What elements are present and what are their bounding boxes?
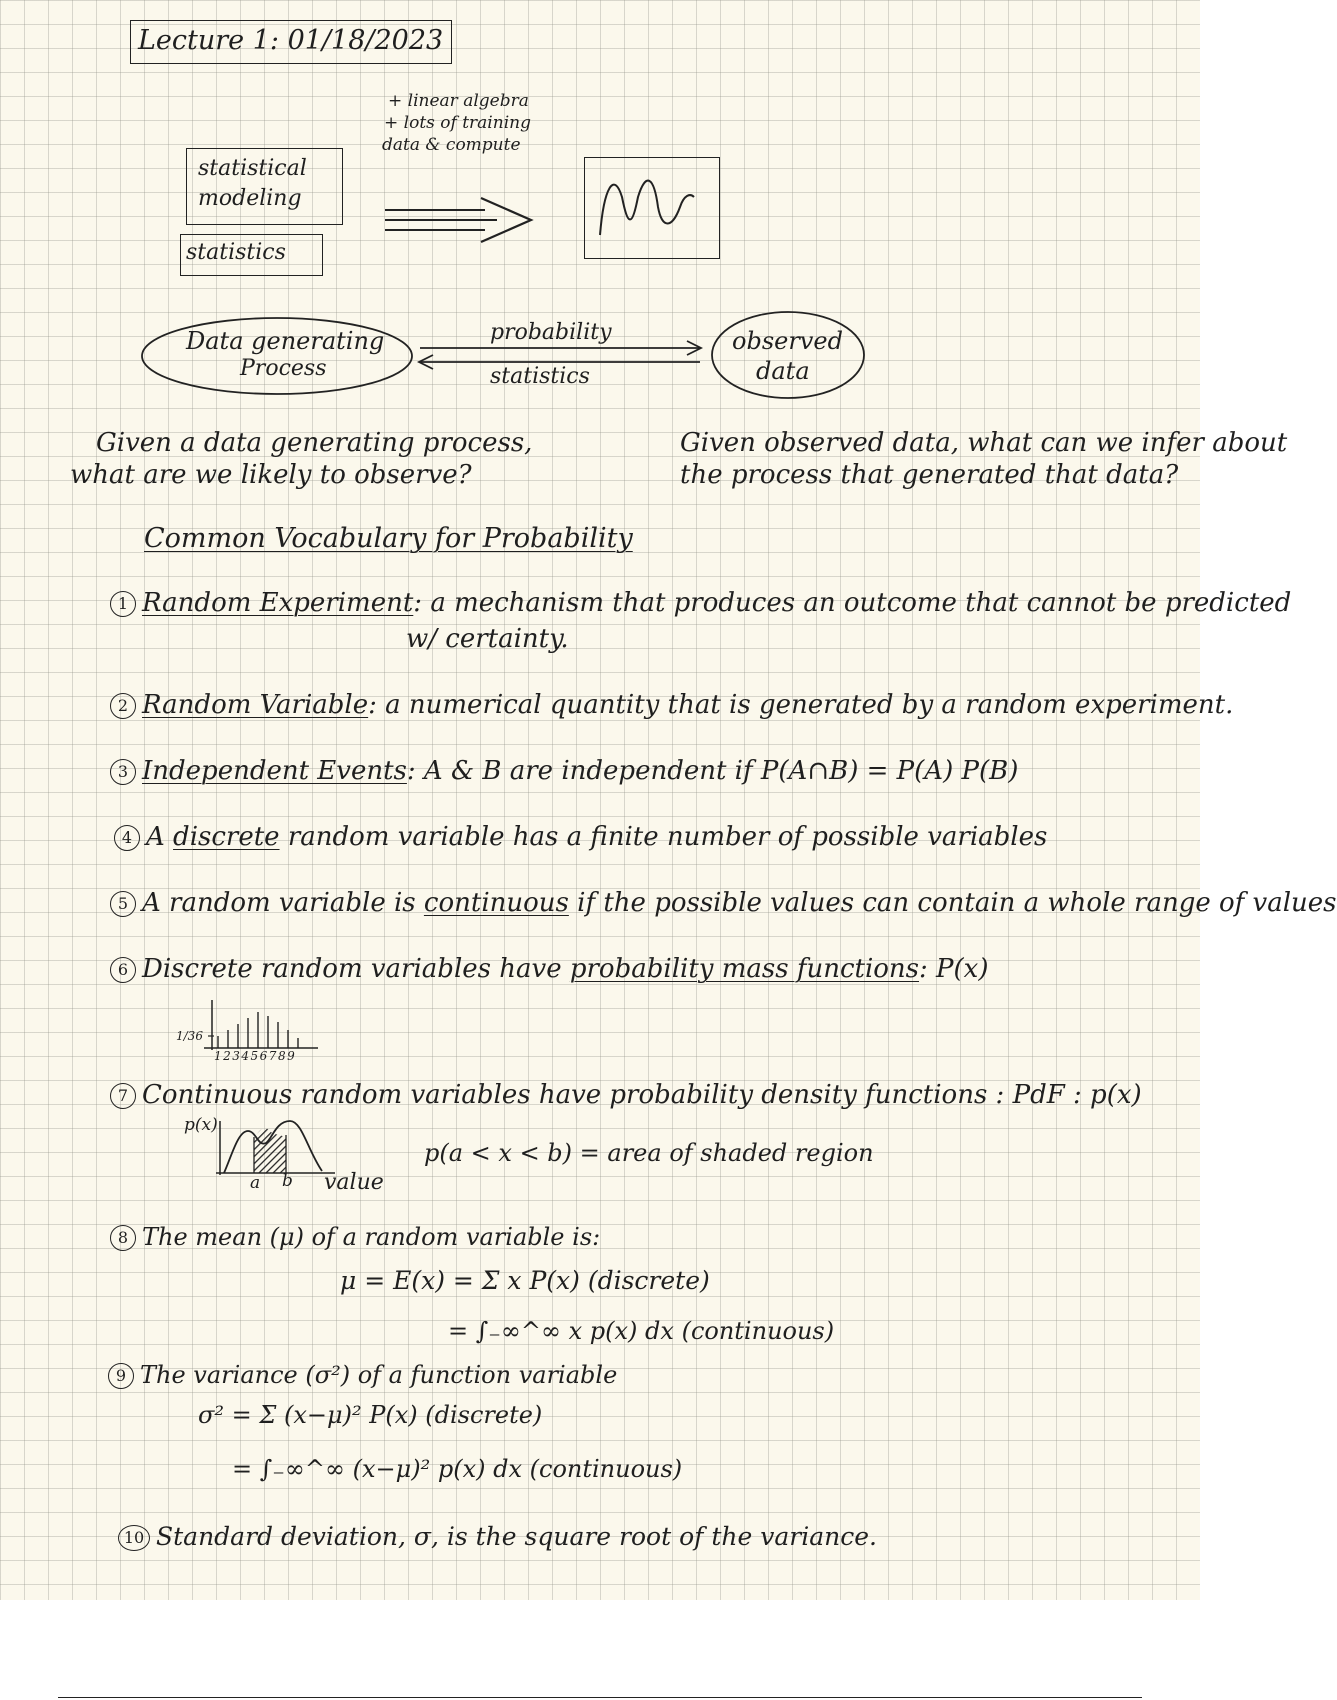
item-number: 4 bbox=[114, 825, 140, 851]
note-line-1: + linear algebra bbox=[388, 91, 529, 111]
item-text: : a mechanism that produces an outcome that cannot be predicted bbox=[413, 588, 1292, 618]
item-text: Standard deviation, σ, is the square root of the variance. bbox=[156, 1522, 877, 1551]
item-text: The variance (σ²) of a function variable bbox=[140, 1361, 618, 1389]
mean-equation-continuous: = ∫₋∞^∞ x p(x) dx (continuous) bbox=[448, 1317, 835, 1345]
pmf-y-tick: 1/36 bbox=[176, 1029, 203, 1043]
question-right-line-1: Given observed data, what can we infer about bbox=[680, 428, 1288, 458]
item-number: 8 bbox=[110, 1225, 136, 1251]
page-bottom-rule bbox=[58, 1697, 1142, 1698]
statistical-modeling-line-1: statistical bbox=[198, 156, 307, 181]
variance-equation-discrete: σ² = Σ (x−μ)² P(x) (discrete) bbox=[198, 1401, 543, 1429]
vocab-heading: Common Vocabulary for Probability bbox=[144, 523, 633, 554]
item-number: 6 bbox=[110, 957, 136, 983]
lecture-title: Lecture 1: 01/18/2023 bbox=[138, 25, 444, 56]
vocab-item-7 bbox=[110, 1080, 1142, 1110]
question-left-line-1: Given a data generating process, bbox=[96, 428, 533, 458]
pdf-a-label: a bbox=[250, 1173, 261, 1193]
pdf-area-note: p(a < x < b) = area of shaded region bbox=[424, 1139, 874, 1167]
item-text: The mean (μ) of a random variable is: bbox=[142, 1223, 601, 1251]
pdf-x-label: value bbox=[324, 1170, 384, 1195]
term-random-experiment: Random Experiment bbox=[142, 588, 414, 618]
item-number: 1 bbox=[110, 591, 136, 617]
note-line-2: + lots of training bbox=[384, 113, 531, 133]
vocab-item-4: 4 A discrete random variable has a finite number of possible variables bbox=[114, 822, 1047, 852]
vocab-item-1-cont: w/ certainty. bbox=[406, 624, 569, 654]
vocab-item-2 bbox=[110, 690, 1233, 720]
statistics-arrow-label: statistics bbox=[490, 364, 590, 389]
implies-arrow bbox=[385, 190, 535, 250]
mean-equation-discrete: μ = E(x) = Σ x P(x) (discrete) bbox=[340, 1266, 710, 1295]
term-continuous: continuous bbox=[423, 888, 569, 918]
vocab-item-10 bbox=[118, 1522, 877, 1552]
process-oval-line-1: Data generating bbox=[186, 327, 385, 355]
pdf-y-label: p(x) bbox=[184, 1115, 218, 1135]
item-number: 9 bbox=[108, 1363, 134, 1389]
item-text: : P(x) bbox=[919, 954, 989, 984]
item-number: 7 bbox=[110, 1083, 136, 1109]
term-independent-events: Independent Events bbox=[142, 756, 407, 786]
statistical-modeling-line-2: modeling bbox=[198, 186, 302, 211]
item-number: 3 bbox=[110, 759, 136, 785]
pdf-sketch bbox=[210, 1115, 340, 1195]
item-text: random variable has a finite number of possible variables bbox=[279, 822, 1048, 852]
term-probability-mass-functions: probability mass functions bbox=[569, 954, 920, 984]
question-right-line-2: the process that generated that data? bbox=[680, 460, 1179, 490]
vocab-item-8 bbox=[110, 1222, 600, 1252]
pdf-b-label: b bbox=[282, 1171, 293, 1191]
observed-data-line-1: observed bbox=[732, 327, 843, 355]
variance-equation-continuous: = ∫₋∞^∞ (x−μ)² p(x) dx (continuous) bbox=[232, 1455, 683, 1483]
item-number: 5 bbox=[110, 891, 136, 917]
vocab-item-6: 6 Discrete random variables have probability mass functions: P(x) bbox=[110, 954, 988, 984]
vocab-item-9 bbox=[108, 1360, 617, 1390]
probability-statistics-arrows bbox=[415, 340, 705, 370]
item-number: 2 bbox=[110, 693, 136, 719]
vocab-item-3 bbox=[110, 756, 1018, 786]
item-text: if the possible values can contain a whole range of values bbox=[568, 888, 1337, 918]
observed-data-line-2: data bbox=[756, 357, 810, 385]
term-discrete: discrete bbox=[173, 822, 280, 852]
vocab-item-5: 5 A random variable is continuous if the possible values can contain a whole range of values bbox=[110, 888, 1337, 918]
item-number: 10 bbox=[118, 1525, 150, 1551]
probability-arrow-label: probability bbox=[490, 320, 612, 345]
vocab-item-1 bbox=[110, 588, 1291, 618]
item-text: : A & B are independent if P(A∩B) = P(A) P(B) bbox=[406, 756, 1019, 786]
question-left-line-2: what are we likely to observe? bbox=[70, 460, 472, 490]
term-random-variable: Random Variable bbox=[142, 690, 369, 720]
item-text: Continuous random variables have probability density functions : PdF : p(x) bbox=[142, 1080, 1142, 1110]
statistics-label: statistics bbox=[186, 240, 286, 265]
squiggle-curve bbox=[584, 157, 718, 257]
process-oval-line-2: Process bbox=[240, 356, 327, 381]
item-text: : a numerical quantity that is generated by a random experiment. bbox=[368, 690, 1234, 720]
note-line-3: data & compute bbox=[382, 135, 521, 155]
pmf-x-ticks: 123456789 bbox=[214, 1049, 297, 1063]
